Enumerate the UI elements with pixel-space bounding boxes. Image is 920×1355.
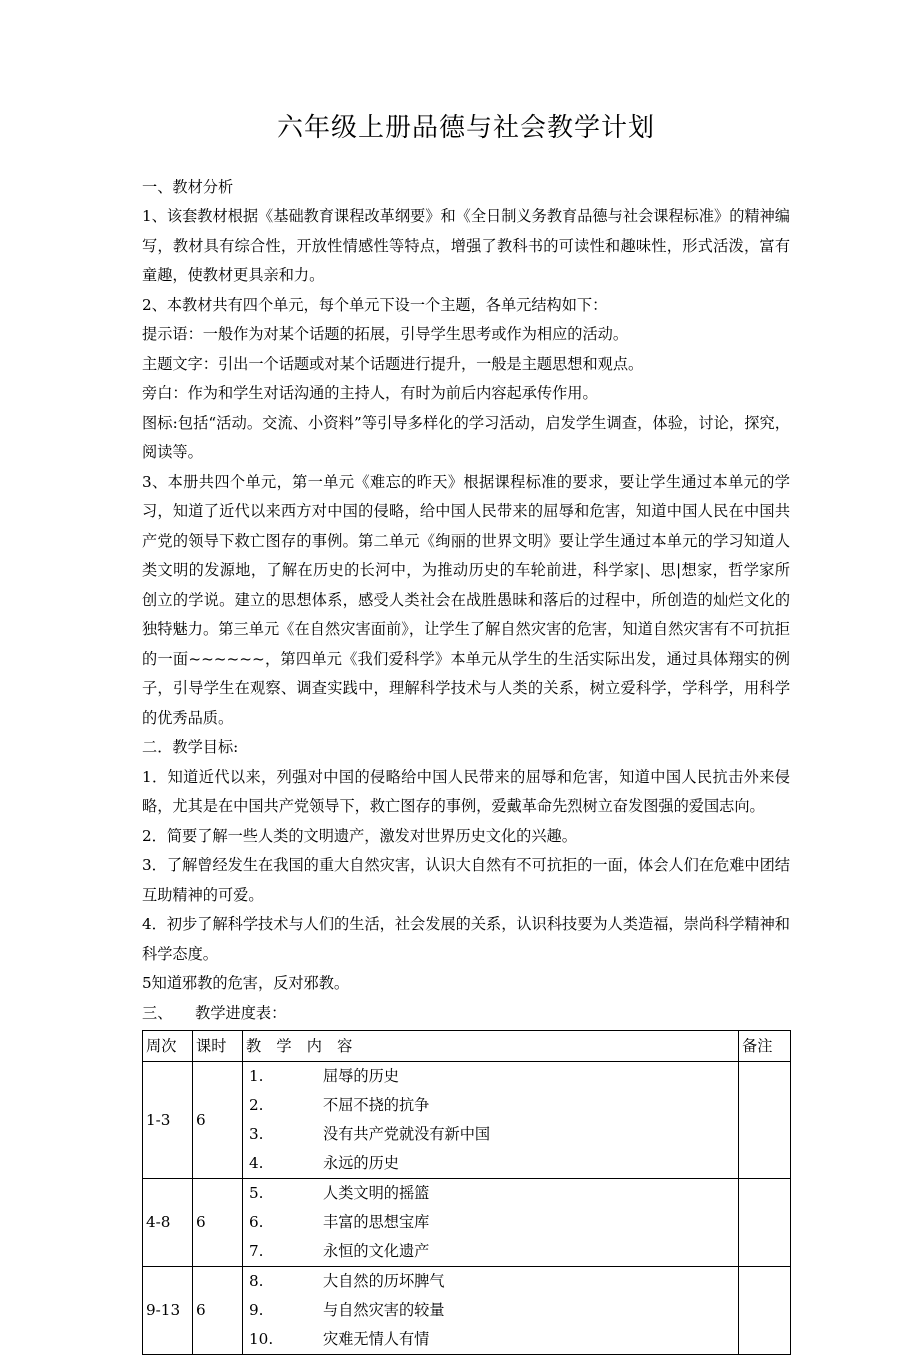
lesson-item <box>246 1149 736 1178</box>
lesson-item <box>246 1208 736 1237</box>
paragraph-1-5: 旁白：作为和学生对话沟通的主持人，有时为前后内容起承传作用。 <box>142 384 598 402</box>
lesson-title: 丰富的思想宝库 <box>323 1213 430 1231</box>
cell-note <box>739 1179 791 1267</box>
column-header-week: 周次 <box>143 1031 193 1062</box>
lesson-item <box>246 1091 736 1120</box>
table-row <box>143 1267 791 1355</box>
cell-content <box>243 1267 739 1355</box>
lesson-title: 大自然的历坏脾气 <box>323 1272 445 1290</box>
lesson-item <box>246 1237 736 1266</box>
cell-content <box>243 1179 739 1267</box>
lesson-title: 永恒的文化遗产 <box>323 1242 430 1260</box>
table-body <box>143 1062 791 1355</box>
table-head <box>143 1031 791 1062</box>
lesson-title: 不屈不挠的抗争 <box>323 1096 430 1114</box>
lesson-item <box>246 1325 736 1354</box>
lesson-item <box>246 1062 736 1091</box>
paragraph-1-6: 图标:包括“活动。交流、小资料”等引导多样化的学习活动，启发学生调查，体验，讨论，探究，阅读等。 <box>142 413 790 461</box>
cell-note <box>739 1267 791 1355</box>
lesson-item <box>246 1296 736 1325</box>
table-header-row <box>143 1031 791 1062</box>
cell-hours: 6 <box>193 1179 243 1267</box>
paragraph-1-3: 提示语：一般作为对某个话题的拓展，引导学生思考或作为相应的活动。 <box>142 325 628 343</box>
lesson-number: 3. <box>249 1125 264 1143</box>
document-body <box>142 173 790 1029</box>
paragraph-2-1: 1．知道近代以来，列强对中国的侵略给中国人民带来的屈辱和危害，知道中国人民抗击外来侵略，尤其是在中国共产党领导下，救亡图存的事例，爱戴革命先烈树立奋发图强的爱国志向。 <box>142 767 790 815</box>
lesson-number: 6. <box>249 1213 264 1231</box>
paragraph-2-2: 2．简要了解一些人类的文明遗产，激发对世界历史文化的兴趣。 <box>142 826 577 845</box>
cell-week: 9-13 <box>143 1267 193 1355</box>
cell-hours: 6 <box>193 1062 243 1179</box>
lesson-title: 人类文明的摇篮 <box>323 1184 430 1202</box>
paragraph-2-4: 4．初步了解科学技术与人们的生活，社会发展的关系，认识科技要为人类造福，崇尚科学精神和科学态度。 <box>142 915 790 963</box>
section-heading-teaching-goals: 二．教学目标: <box>142 738 239 756</box>
cell-week: 1-3 <box>143 1062 193 1179</box>
lesson-number: 9. <box>249 1301 264 1319</box>
lesson-title: 灾难无情人有情 <box>323 1330 430 1348</box>
lesson-title: 没有共产党就没有新中国 <box>323 1125 491 1143</box>
column-header-hours: 课时 <box>193 1031 243 1062</box>
lesson-number: 4. <box>249 1154 264 1172</box>
page-title: 六年级上册品德与社会教学计划 <box>276 113 655 143</box>
column-header-content: 教 学 内 容 <box>243 1031 739 1062</box>
section-heading-teaching-schedule: 三、 教学进度表： <box>142 1003 287 1022</box>
table-row <box>143 1062 791 1179</box>
lesson-title: 屈辱的历史 <box>323 1067 399 1085</box>
lesson-number: 5. <box>249 1184 264 1202</box>
lesson-number: 7. <box>249 1242 264 1260</box>
teaching-schedule-table <box>142 1030 791 1355</box>
paragraph-2-5: 5知道邪教的危害，反对邪教。 <box>142 974 350 992</box>
paragraph-2-3: 3．了解曾经发生在我国的重大自然灾害，认识大自然有不可抗拒的一面，体会人们在危难中团结互助精神的可爱。 <box>142 856 790 904</box>
teaching-schedule-table-wrapper <box>142 1030 790 1355</box>
paragraph-1-4: 主题文字：引出一个话题或对某个话题进行提升，一般是主题思想和观点。 <box>142 354 644 373</box>
paragraph-1-2: 2、本教材共有四个单元，每个单元下设一个主题，各单元结构如下： <box>142 295 608 314</box>
cell-hours: 6 <box>193 1267 243 1355</box>
table-row <box>143 1179 791 1267</box>
lesson-title: 永远的历史 <box>323 1154 399 1172</box>
paragraph-1-7: 3、本册共四个单元，第一单元《难忘的昨天》根据课程标准的要求，要让学生通过本单元的学习，知道了近代以来西方对中国的侵略，给中国人民带来的屈辱和危害，知道中国人民在中国共产党的领导下救亡图存的事例。第二单元《绚丽的世界文明》要让学生通过本单元的学习知道人类文明的发源地，了解在历史的长河中，为推动历史的车轮前进，科学家|、思|想家，哲学家所创立的学说。建立的思想体系，感受人类社会在战胜愚昧和落后的过程中，所创造的灿烂文化的独特魅力。第三单元《在自然灾害面前》，让学生了解自然灾害的危害，知道自然灾害有不可抗拒的一面~~~~~~，第四单元《我们爱科学》本单元从学生的生活实际出发，通过具体翔实的例子，引导学生在观察、调查实践中，理解科学技术与人类的关系，树立爱科学，学科学，用科学的优秀品质。 <box>142 472 790 727</box>
cell-content <box>243 1062 739 1179</box>
paragraph-1-1: 1、该套教材根据《基础教育课程改革纲要》和《全日制义务教育品德与社会课程标准》的精神编写，教材具有综合性，开放性情感性等特点，增强了教科书的可读性和趣味性，形式活泼，富有童趣，使教材更具亲和力。 <box>142 207 790 284</box>
lesson-number: 10. <box>249 1330 274 1348</box>
cell-week: 4-8 <box>143 1179 193 1267</box>
column-header-note: 备注 <box>739 1031 791 1062</box>
lesson-item <box>246 1120 736 1149</box>
lesson-title: 与自然灾害的较量 <box>323 1301 445 1319</box>
section-heading-teaching-material-analysis: 一、教材分析 <box>142 177 234 196</box>
cell-note <box>739 1062 791 1179</box>
lesson-number: 1. <box>249 1067 264 1085</box>
lesson-item <box>246 1267 736 1296</box>
lesson-number: 8. <box>249 1272 264 1290</box>
lesson-number: 2. <box>249 1096 264 1114</box>
lesson-item <box>246 1179 736 1208</box>
